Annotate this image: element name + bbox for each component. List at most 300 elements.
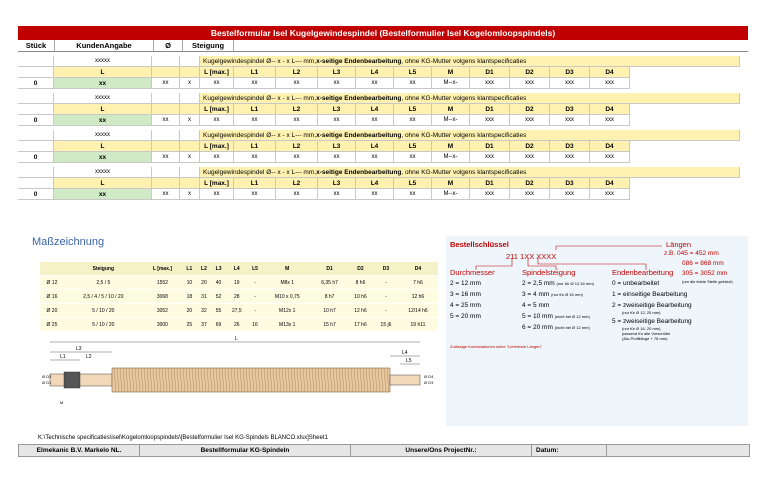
value-cell[interactable]: xx xyxy=(152,115,180,126)
order-block xyxy=(18,56,748,89)
dim-L5: L5 xyxy=(406,358,412,364)
quantity-cell[interactable]: 0 xyxy=(18,152,54,163)
value-cell[interactable]: xxx xyxy=(510,78,550,89)
spec-cell: 8 h7 xyxy=(312,290,347,304)
order-key-panel xyxy=(446,236,748,426)
col-label: D4 xyxy=(590,67,630,78)
value-cell[interactable]: xx xyxy=(394,189,432,200)
value-cell[interactable]: xxx xyxy=(590,152,630,163)
empty-cell xyxy=(18,130,54,141)
spec-cell: 15 h7 xyxy=(312,318,347,332)
col-label: D3 xyxy=(550,67,590,78)
key-eb-2: 2 = zweiseitige Bearbeitung xyxy=(612,302,692,309)
quantity-cell[interactable]: 0 xyxy=(18,115,54,126)
spec-cell: 32 xyxy=(197,304,212,318)
key-st-1: 3 = 4 mm (nur für Ø 16 mm) xyxy=(522,291,583,298)
dim-D4: Ø D4 xyxy=(424,374,434,379)
header-durchmesser[interactable]: Ø xyxy=(154,40,183,51)
col-label: D4 xyxy=(590,178,630,189)
value-cell[interactable]: M--x- xyxy=(432,78,470,89)
col-label-L: L xyxy=(54,67,152,78)
col-label: L2 xyxy=(276,104,318,115)
value-cell[interactable]: xx xyxy=(234,152,276,163)
value-cell[interactable]: xx xyxy=(394,152,432,163)
dim-L3: L3 xyxy=(76,346,82,352)
key-st-4: 6 = 20 mm (nicht bei Ø 12 mm) xyxy=(522,324,590,331)
spec-cell: - xyxy=(248,304,263,318)
desc-pre: Kugelgewindespindel Ø-- x - x L--- mm, xyxy=(203,168,317,176)
value-cell[interactable]: xxx xyxy=(510,115,550,126)
value-cell[interactable]: xxx xyxy=(550,189,590,200)
col-label: D3 xyxy=(550,104,590,115)
spec-cell: 2,5 / 4 / 5 / 10 / 20 xyxy=(64,290,143,304)
placeholder-cell[interactable]: xxxxx xyxy=(54,93,152,104)
key-connectors xyxy=(446,236,748,356)
empty-cell xyxy=(152,67,180,78)
spec-cell: 15 j6 xyxy=(374,318,398,332)
order-desc-row xyxy=(18,56,748,67)
value-cell[interactable]: xx xyxy=(356,115,394,126)
col-label: L2 xyxy=(276,178,318,189)
order-block xyxy=(18,167,748,200)
spec-row xyxy=(40,290,438,304)
order-description xyxy=(200,93,740,104)
key-eb-note-1: (nur für Ø 16, 20 mm) xyxy=(622,326,661,331)
order-desc-row xyxy=(18,93,748,104)
value-cell[interactable]: xx xyxy=(318,78,356,89)
col-label: L3 xyxy=(318,67,356,78)
value-cell[interactable]: xx xyxy=(318,189,356,200)
value-cell[interactable]: M--x- xyxy=(432,189,470,200)
value-cell[interactable]: x xyxy=(180,152,200,163)
dim-L1: L1 xyxy=(60,354,66,360)
empty-cell xyxy=(180,104,200,115)
desc-post: , ohne KG-Mutter volgens klantspecificaties xyxy=(401,57,527,65)
col-label: L4 xyxy=(356,141,394,152)
spec-cell: 17 h6 xyxy=(347,318,374,332)
desc-bold: x-seitige Endenbearbeitung xyxy=(316,94,402,102)
col-label: L5 xyxy=(394,141,432,152)
spec-cell: 16 xyxy=(248,318,263,332)
spec-header: D3 xyxy=(374,262,398,276)
value-cell[interactable]: xxx xyxy=(470,78,510,89)
order-label-row xyxy=(18,67,748,78)
col-label: L [max.] xyxy=(200,104,234,115)
spec-cell: 10 h6 xyxy=(347,290,374,304)
spec-row xyxy=(40,304,438,318)
key-combo-note: Zulässige Kombinationen siehe "Lieferbare Längen" xyxy=(450,344,543,349)
col-label: M xyxy=(432,104,470,115)
key-code: 211 1XX XXXX xyxy=(506,252,557,261)
value-cell[interactable]: xx xyxy=(356,152,394,163)
col-label: D4 xyxy=(590,141,630,152)
empty-cell xyxy=(18,178,54,189)
spec-cell: 55 xyxy=(211,304,226,318)
order-block xyxy=(18,130,748,163)
spec-cell: 31 xyxy=(197,290,212,304)
spindle-drawing xyxy=(40,334,440,434)
desc-pre: Kugelgewindespindel Ø-- x - x L--- mm, xyxy=(203,94,317,102)
value-cell[interactable]: xx xyxy=(152,189,180,200)
spec-cell: 18 xyxy=(182,290,197,304)
order-blocks xyxy=(18,56,748,200)
spec-cell: - xyxy=(374,290,398,304)
spec-cell: 10 h7 xyxy=(312,304,347,318)
value-cell[interactable]: xx xyxy=(276,189,318,200)
value-cell[interactable]: xx xyxy=(152,152,180,163)
value-cell[interactable]: xxx xyxy=(550,152,590,163)
empty-cell xyxy=(152,167,180,178)
order-value-row xyxy=(18,189,748,200)
empty-cell xyxy=(152,141,180,152)
placeholder-cell[interactable]: xxxxx xyxy=(54,130,152,141)
empty-cell xyxy=(152,56,180,67)
col-label: L3 xyxy=(318,141,356,152)
col-label: L4 xyxy=(356,67,394,78)
key-example-1: z.B. 045 = 452 mm xyxy=(664,250,719,257)
footer-bar xyxy=(18,444,750,457)
footer-company: Elmekanic B.V. Markelo NL. xyxy=(19,445,140,456)
value-cell[interactable]: xxx xyxy=(470,152,510,163)
spec-header: D1 xyxy=(312,262,347,276)
value-cell[interactable]: x xyxy=(180,189,200,200)
spec-row xyxy=(40,276,438,290)
key-dm-1: 3 = 16 mm xyxy=(450,291,481,298)
order-block xyxy=(18,93,748,126)
value-cell[interactable]: xx xyxy=(394,78,432,89)
spec-cell: 5 / 10 / 20 xyxy=(64,304,143,318)
spec-header-row xyxy=(40,262,438,276)
order-value-row xyxy=(18,115,748,126)
spec-cell: 3068 xyxy=(143,290,182,304)
col-label: L [max.] xyxy=(200,67,234,78)
key-dm-0: 2 = 12 mm xyxy=(450,280,481,287)
value-cell[interactable]: xxx xyxy=(590,78,630,89)
col-label: L4 xyxy=(356,178,394,189)
value-cell[interactable]: xx xyxy=(234,78,276,89)
order-desc-row xyxy=(18,167,748,178)
spec-cell: 10 xyxy=(182,276,197,290)
spec-header: L4 xyxy=(226,262,248,276)
order-label-row xyxy=(18,178,748,189)
spec-cell: M12x 1 xyxy=(262,304,312,318)
empty-cell xyxy=(180,67,200,78)
desc-bold: x-seitige Endenbearbeitung xyxy=(316,57,402,65)
spec-cell: - xyxy=(248,276,263,290)
key-eb-note-2: passend für alle Vorschübe xyxy=(622,331,671,336)
spec-header: M xyxy=(262,262,312,276)
dim-L: L xyxy=(235,336,238,342)
desc-post: , ohne KG-Mutter volgens klantspecificaties xyxy=(401,131,527,139)
empty-cell xyxy=(18,67,54,78)
col-label: L5 xyxy=(394,67,432,78)
order-value-row xyxy=(18,152,748,163)
col-label: D1 xyxy=(470,178,510,189)
empty-cell xyxy=(18,167,54,178)
desc-bold: x-seitige Endenbearbeitung xyxy=(316,168,402,176)
key-eb-1: 1 = einseitige Bearbeitung xyxy=(612,291,688,298)
col-label-L: L xyxy=(54,178,152,189)
col-label: M xyxy=(432,178,470,189)
spec-cell: 3052 xyxy=(143,304,182,318)
spec-cell: 12 h6 xyxy=(347,304,374,318)
key-dm-title: Durchmesser xyxy=(450,268,495,277)
customer-value[interactable]: xx xyxy=(54,189,152,200)
quantity-cell[interactable]: 0 xyxy=(18,189,54,200)
col-label: D2 xyxy=(510,104,550,115)
order-label-row xyxy=(18,141,748,152)
value-cell[interactable]: xx xyxy=(318,152,356,163)
spec-cell: 28 xyxy=(226,290,248,304)
col-label-L: L xyxy=(54,141,152,152)
spec-cell: 6,35 h7 xyxy=(312,276,347,290)
col-label: L3 xyxy=(318,104,356,115)
col-label: M xyxy=(432,141,470,152)
placeholder-cell[interactable]: xxxxx xyxy=(54,167,152,178)
header-kunde[interactable]: KundenAngabe xyxy=(55,40,154,51)
spindle-shaft-left xyxy=(50,374,112,386)
spec-cell: Ø 16 xyxy=(40,290,64,304)
col-label: L2 xyxy=(276,141,318,152)
col-label: D1 xyxy=(470,67,510,78)
col-label: D3 xyxy=(550,141,590,152)
key-example-3: 305 = 3052 mm xyxy=(682,270,728,277)
spec-cell: - xyxy=(374,304,398,318)
col-label: L1 xyxy=(234,141,276,152)
spec-header xyxy=(40,262,64,276)
value-cell[interactable]: M--x- xyxy=(432,152,470,163)
order-label-row xyxy=(18,104,748,115)
dim-D2: Ø D2 xyxy=(42,374,52,379)
section-title: Maßzeichnung xyxy=(32,236,105,248)
empty-cell xyxy=(18,141,54,152)
value-cell[interactable]: xx xyxy=(200,115,234,126)
spec-cell: 19 xyxy=(226,276,248,290)
spec-cell: 52 xyxy=(211,290,226,304)
col-label: L5 xyxy=(394,104,432,115)
value-cell[interactable]: M--x- xyxy=(432,115,470,126)
value-cell[interactable]: xxx xyxy=(470,189,510,200)
key-eb-title: Endenbearbeitung xyxy=(612,268,674,277)
col-label: D4 xyxy=(590,104,630,115)
empty-cell xyxy=(180,56,200,67)
empty-cell xyxy=(152,104,180,115)
key-dm-3: 5 = 20 mm xyxy=(450,313,481,320)
col-label: L3 xyxy=(318,178,356,189)
value-cell[interactable]: xx xyxy=(394,115,432,126)
footer-project[interactable]: Unsere/Ons ProjectNr.: xyxy=(351,445,532,456)
spec-cell: Ø 20 xyxy=(40,304,64,318)
spec-cell: 8 h6 xyxy=(347,276,374,290)
empty-cell xyxy=(18,56,54,67)
col-label: L5 xyxy=(394,178,432,189)
order-desc-row xyxy=(18,130,748,141)
value-cell[interactable]: xxx xyxy=(510,189,550,200)
spec-row xyxy=(40,318,438,332)
key-eb-0: 0 = unbearbeitet xyxy=(612,280,660,287)
value-cell[interactable]: xx xyxy=(276,115,318,126)
desc-pre: Kugelgewindespindel Ø-- x - x L--- mm, xyxy=(203,131,317,139)
spec-cell: Ø 25 xyxy=(40,318,64,332)
spec-cell: 40 xyxy=(211,276,226,290)
sheet-title: Bestelformular Isel Kugelgewindespindel (Bestelformulier Isel Kogelomloopspindels) xyxy=(18,26,748,40)
dim-M: M xyxy=(60,400,64,405)
col-label: L [max.] xyxy=(200,141,234,152)
col-label: D2 xyxy=(510,178,550,189)
empty-cell xyxy=(180,130,200,141)
spec-header: Steigung xyxy=(64,262,143,276)
value-cell[interactable]: xx xyxy=(200,189,234,200)
desc-post: , ohne KG-Mutter volgens klantspecificaties xyxy=(401,168,527,176)
spec-cell: 20 xyxy=(197,276,212,290)
order-description xyxy=(200,167,740,178)
key-laengen: Längen xyxy=(666,240,692,249)
spec-cell: 20 xyxy=(182,304,197,318)
col-label: L1 xyxy=(234,104,276,115)
dim-D3: Ø D3 xyxy=(424,380,434,385)
value-cell[interactable]: xx xyxy=(356,189,394,200)
lower-area xyxy=(18,236,748,456)
col-label: L1 xyxy=(234,178,276,189)
empty-cell xyxy=(18,104,54,115)
spec-cell: 26 xyxy=(226,318,248,332)
spec-cell: 5 / 10 / 20 xyxy=(64,318,143,332)
header-stueck[interactable]: Stück xyxy=(18,40,55,51)
customer-value[interactable]: xx xyxy=(54,115,152,126)
desc-pre: Kugelgewindespindel Ø-- x - x L--- mm, xyxy=(203,57,317,65)
value-cell[interactable]: x xyxy=(180,115,200,126)
header-row xyxy=(18,40,748,52)
header-steigung[interactable]: Steigung xyxy=(183,40,234,51)
footer-datum[interactable]: Datum: xyxy=(532,445,607,456)
footer-form: Bestellformular KG-Spindeln xyxy=(140,445,351,456)
value-cell[interactable]: xxx xyxy=(590,115,630,126)
value-cell[interactable]: xx xyxy=(152,78,180,89)
key-eb-note-0: (nur für Ø 12, 25 mm) xyxy=(622,310,661,315)
file-path: K:\Technische specificaties\isel\Kogelomloopspindels\[Bestelformulier Isel KG-Spindels BLANCO.xlsx]Sheet1 xyxy=(38,435,328,441)
customer-value[interactable]: xx xyxy=(54,152,152,163)
key-example-note: (um die letzte Stelle gekürzt) xyxy=(682,279,733,284)
col-label: D2 xyxy=(510,141,550,152)
spec-cell: 3000 xyxy=(143,318,182,332)
spec-cell: 69 xyxy=(211,318,226,332)
value-cell[interactable]: xx xyxy=(276,78,318,89)
dim-L4: L4 xyxy=(402,350,408,356)
spec-header: D2 xyxy=(347,262,374,276)
empty-cell xyxy=(152,130,180,141)
customer-value[interactable]: xx xyxy=(54,78,152,89)
key-st-0: 2 = 2,5 mm (nur für Ø 12,16 mm) xyxy=(522,280,594,287)
key-title: Bestellschlüssel xyxy=(450,240,509,249)
value-cell[interactable]: xx xyxy=(200,78,234,89)
col-label: D2 xyxy=(510,67,550,78)
empty-cell xyxy=(180,178,200,189)
empty-cell xyxy=(180,141,200,152)
key-eb-note-3: (Alu-Profillänge + 78 mm) xyxy=(622,336,668,341)
col-label: D3 xyxy=(550,178,590,189)
value-cell[interactable]: xx xyxy=(356,78,394,89)
key-st-title: Spindelsteigung xyxy=(522,268,576,277)
value-cell[interactable]: xx xyxy=(200,152,234,163)
col-label: L4 xyxy=(356,104,394,115)
empty-cell xyxy=(180,93,200,104)
spec-cell: 7 h6 xyxy=(398,276,438,290)
spec-cell: Ø 12 xyxy=(40,276,64,290)
quantity-cell[interactable]: 0 xyxy=(18,78,54,89)
key-dm-2: 4 = 25 mm xyxy=(450,302,481,309)
key-example-2: 086 = 868 mm xyxy=(682,260,724,267)
spec-cell: - xyxy=(374,276,398,290)
value-cell[interactable]: xx xyxy=(318,115,356,126)
key-st-2: 4 = 5 mm xyxy=(522,302,550,309)
spec-header: L3 xyxy=(211,262,226,276)
col-label: L1 xyxy=(234,67,276,78)
spec-cell: M13x 1 xyxy=(262,318,312,332)
spec-cell: 12 h6 xyxy=(398,290,438,304)
desc-post: , ohne KG-Mutter volgens klantspecificaties xyxy=(401,94,527,102)
order-value-row xyxy=(18,78,748,89)
value-cell[interactable]: xx xyxy=(234,115,276,126)
dim-D1: Ø D1 xyxy=(42,380,52,385)
value-cell[interactable]: x xyxy=(180,78,200,89)
spec-cell: 1552 xyxy=(143,276,182,290)
order-description xyxy=(200,56,740,67)
key-eb-3: 5 = zweiseitige Bearbeitung xyxy=(612,318,692,325)
value-cell[interactable]: xxx xyxy=(550,115,590,126)
value-cell[interactable]: xxx xyxy=(550,78,590,89)
spec-header: D4 xyxy=(398,262,438,276)
order-description xyxy=(200,130,740,141)
empty-cell xyxy=(180,167,200,178)
col-label-L: L xyxy=(54,104,152,115)
spec-cell: M10 x 0,75 xyxy=(262,290,312,304)
spec-cell: 2,5 / 5 xyxy=(64,276,143,290)
spec-header: L5 xyxy=(248,262,263,276)
value-cell[interactable]: xx xyxy=(276,152,318,163)
col-label: L [max.] xyxy=(200,178,234,189)
col-label: D1 xyxy=(470,141,510,152)
spec-cell: 19 h11 xyxy=(398,318,438,332)
spec-cell: 37 xyxy=(197,318,212,332)
key-st-3: 5 = 10 mm (nicht bei Ø 12 mm) xyxy=(522,313,590,320)
spec-cell: - xyxy=(248,290,263,304)
col-label: M xyxy=(432,67,470,78)
spec-header: L1 xyxy=(182,262,197,276)
desc-bold: x-seitige Endenbearbeitung xyxy=(316,131,402,139)
empty-cell xyxy=(152,93,180,104)
spec-cell: M8x 1 xyxy=(262,276,312,290)
value-cell[interactable]: xxx xyxy=(510,152,550,163)
spec-header: L [max.] xyxy=(143,262,182,276)
value-cell[interactable]: xx xyxy=(234,189,276,200)
spec-cell: 25 xyxy=(182,318,197,332)
empty-cell xyxy=(152,178,180,189)
spindle-shaft-right xyxy=(390,375,420,385)
dim-L2: L2 xyxy=(86,354,92,360)
value-cell[interactable]: xxx xyxy=(470,115,510,126)
spec-table xyxy=(40,262,438,332)
spec-header: L2 xyxy=(197,262,212,276)
spindle-nut-end xyxy=(64,372,80,388)
placeholder-cell[interactable]: xxxxx xyxy=(54,56,152,67)
col-label: L2 xyxy=(276,67,318,78)
empty-cell xyxy=(18,93,54,104)
order-sheet xyxy=(18,26,748,200)
col-label: D1 xyxy=(470,104,510,115)
value-cell[interactable]: xxx xyxy=(590,189,630,200)
spec-cell: 27,5 xyxy=(226,304,248,318)
spec-cell: 12/14 h6 xyxy=(398,304,438,318)
